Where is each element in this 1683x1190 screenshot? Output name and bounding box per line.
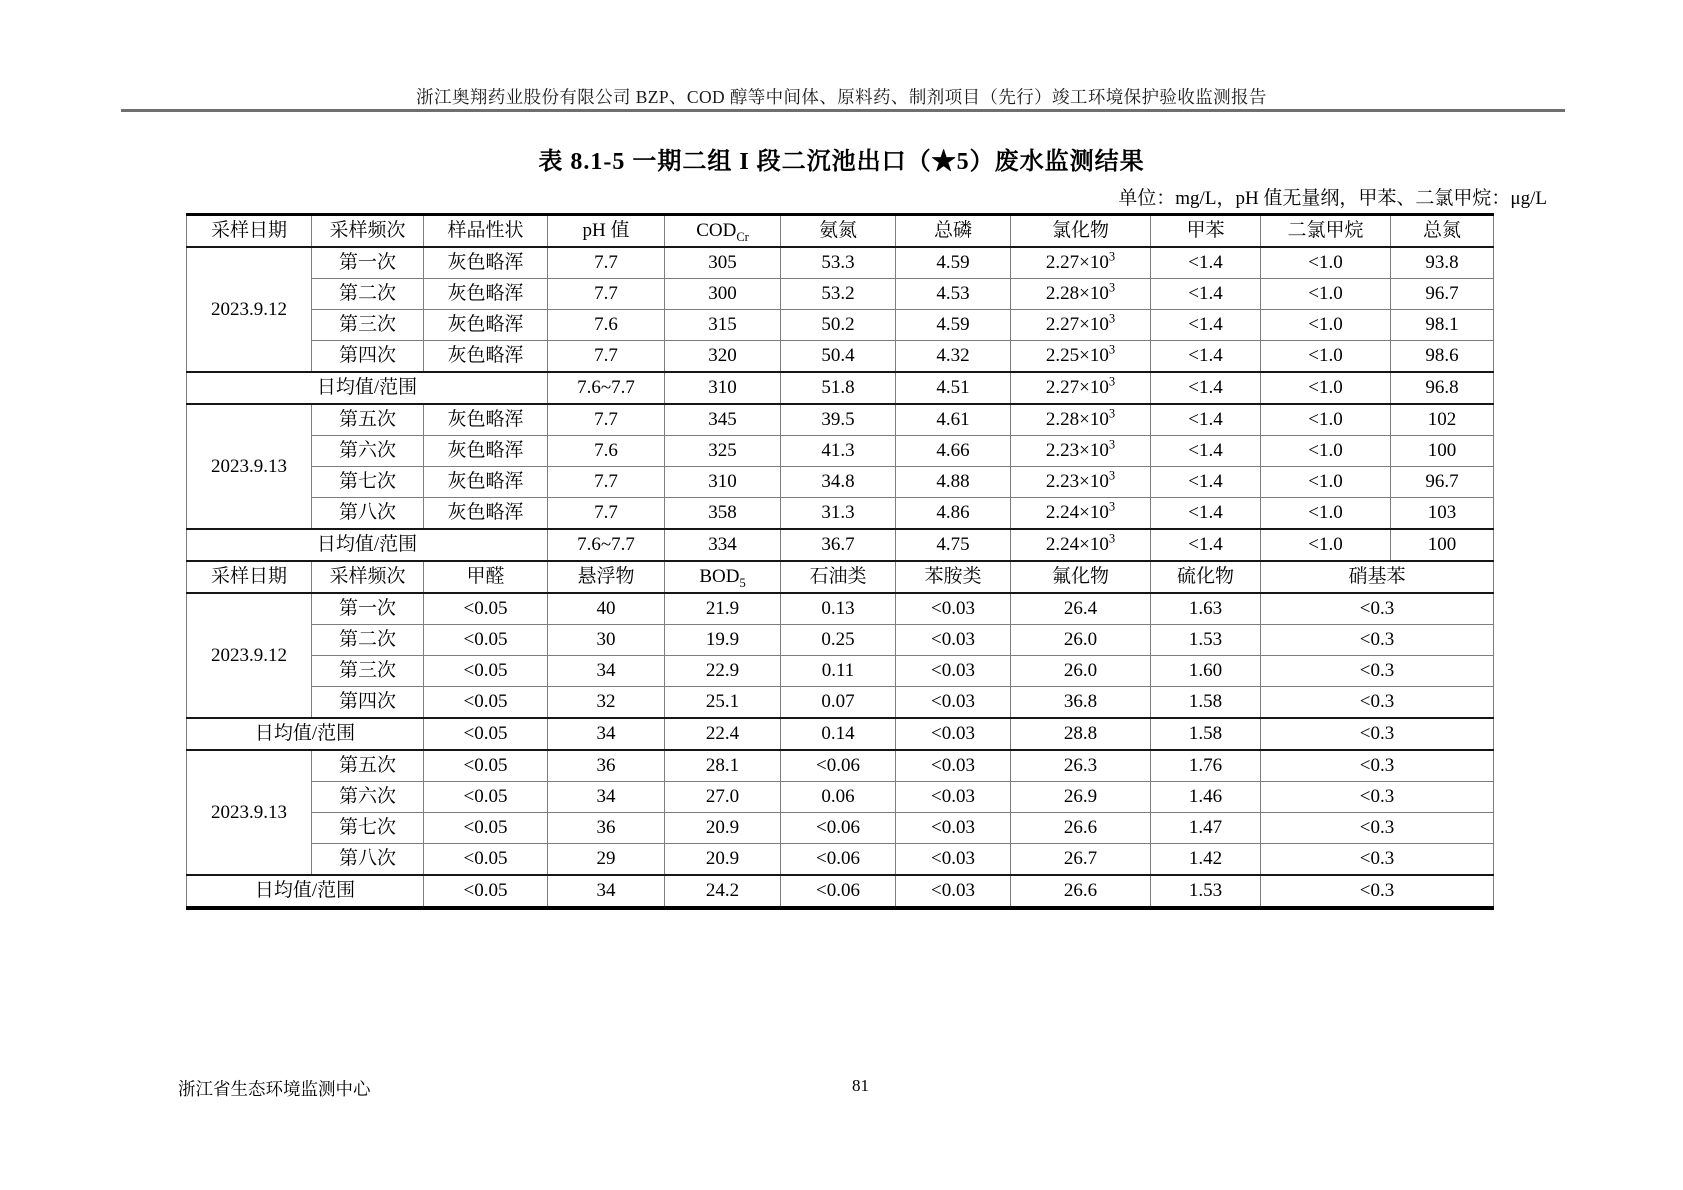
data-cell: 第二次: [312, 279, 424, 310]
column-header-cell: 样品性状: [424, 215, 548, 248]
data-cell: 358: [665, 498, 781, 530]
data-cell: <0.05: [424, 593, 548, 625]
data-cell: <1.0: [1261, 529, 1391, 561]
data-cell: 25.1: [665, 687, 781, 719]
table-row: [187, 436, 1494, 467]
data-cell: <0.03: [896, 687, 1011, 719]
data-cell: 0.25: [781, 625, 896, 656]
data-cell: 7.7: [548, 341, 665, 373]
data-cell: 36.7: [781, 529, 896, 561]
data-cell: 40: [548, 593, 665, 625]
data-cell: 第五次: [312, 750, 424, 782]
data-cell: 7.6: [548, 436, 665, 467]
data-cell: <1.0: [1261, 247, 1391, 279]
column-header-cell: 苯胺类: [896, 561, 1011, 593]
data-cell: 1.46: [1151, 782, 1261, 813]
data-cell: 2023.9.12: [187, 247, 312, 372]
table-row: [187, 844, 1494, 876]
data-cell: 日均值/范围: [187, 529, 548, 561]
table-row: [187, 310, 1494, 341]
data-cell: <0.05: [424, 844, 548, 876]
table-row: [187, 279, 1494, 310]
data-cell: 305: [665, 247, 781, 279]
column-header-cell: 氟化物: [1011, 561, 1151, 593]
data-cell: <1.4: [1151, 436, 1261, 467]
data-cell: 1.53: [1151, 875, 1261, 908]
data-cell: <0.3: [1261, 813, 1494, 844]
column-header-cell: 采样日期: [187, 561, 312, 593]
header-rule: [121, 109, 1565, 112]
data-cell: 1.76: [1151, 750, 1261, 782]
table-row: [187, 782, 1494, 813]
data-cell: 4.51: [896, 372, 1011, 404]
column-header-cell: 总氮: [1391, 215, 1494, 248]
data-cell: 53.3: [781, 247, 896, 279]
table-row: [187, 813, 1494, 844]
data-cell: 第七次: [312, 813, 424, 844]
data-cell: <1.0: [1261, 310, 1391, 341]
table-row: [187, 372, 1494, 404]
table-row: [187, 625, 1494, 656]
data-cell: 4.59: [896, 247, 1011, 279]
table-row: [187, 404, 1494, 436]
data-cell: 灰色略浑: [424, 279, 548, 310]
data-cell: 日均值/范围: [187, 718, 424, 750]
data-cell: 300: [665, 279, 781, 310]
data-cell: $2.28\times 10^3$: [1011, 279, 1151, 310]
data-cell: $2.23\times 10^3$: [1011, 436, 1151, 467]
data-cell: <0.05: [424, 875, 548, 908]
data-cell: <0.03: [896, 656, 1011, 687]
table-title: 表 8.1-5 一期二组 I 段二沉池出口（★5）废水监测结果: [538, 149, 1145, 175]
data-cell: 19.9: [665, 625, 781, 656]
data-cell: 26.3: [1011, 750, 1151, 782]
data-cell: <0.05: [424, 656, 548, 687]
data-cell: 1.63: [1151, 593, 1261, 625]
data-cell: <0.03: [896, 813, 1011, 844]
data-cell: <0.05: [424, 813, 548, 844]
data-cell: 34: [548, 782, 665, 813]
data-cell: 灰色略浑: [424, 436, 548, 467]
data-cell: 102: [1391, 404, 1494, 436]
data-cell: 98.6: [1391, 341, 1494, 373]
table-row: [187, 750, 1494, 782]
column-header-cell: 硫化物: [1151, 561, 1261, 593]
data-cell: <0.06: [781, 813, 896, 844]
data-cell: 灰色略浑: [424, 310, 548, 341]
column-header-cell: 采样频次: [312, 215, 424, 248]
data-cell: 26.9: [1011, 782, 1151, 813]
data-cell: <0.3: [1261, 718, 1494, 750]
data-cell: 98.1: [1391, 310, 1494, 341]
data-cell: <0.3: [1261, 625, 1494, 656]
data-cell: 日均值/范围: [187, 875, 424, 908]
data-cell: $2.24\times 10^3$: [1011, 498, 1151, 530]
data-cell: <0.03: [896, 844, 1011, 876]
data-cell: <1.4: [1151, 467, 1261, 498]
data-cell: 41.3: [781, 436, 896, 467]
data-cell: 26.0: [1011, 656, 1151, 687]
table-row: [187, 247, 1494, 279]
data-cell: 2023.9.12: [187, 593, 312, 718]
data-cell: $2.25\times 10^3$: [1011, 341, 1151, 373]
data-cell: 26.6: [1011, 875, 1151, 908]
table-row: [187, 718, 1494, 750]
data-cell: <0.03: [896, 750, 1011, 782]
data-cell: 4.59: [896, 310, 1011, 341]
data-cell: <1.0: [1261, 467, 1391, 498]
data-cell: 20.9: [665, 844, 781, 876]
data-cell: 灰色略浑: [424, 498, 548, 530]
data-cell: 1.58: [1151, 687, 1261, 719]
data-cell: 315: [665, 310, 781, 341]
unit-note: 单位：mg/L，pH 值无量纲，甲苯、二氯甲烷：μg/L: [1118, 188, 1547, 209]
data-cell: 39.5: [781, 404, 896, 436]
data-cell: $2.23\times 10^3$: [1011, 467, 1151, 498]
data-cell: 第二次: [312, 625, 424, 656]
data-cell: 第一次: [312, 247, 424, 279]
column-header-cell: $BOD_5$: [665, 561, 781, 593]
data-cell: 26.6: [1011, 813, 1151, 844]
data-cell: <1.0: [1261, 341, 1391, 373]
page-number: 81: [852, 1076, 869, 1095]
data-cell: <1.0: [1261, 372, 1391, 404]
data-cell: <1.4: [1151, 279, 1261, 310]
data-cell: 第八次: [312, 844, 424, 876]
data-cell: <0.3: [1261, 593, 1494, 625]
data-cell: 4.66: [896, 436, 1011, 467]
data-cell: 31.3: [781, 498, 896, 530]
data-cell: 7.7: [548, 279, 665, 310]
data-cell: <0.3: [1261, 875, 1494, 908]
data-cell: 100: [1391, 529, 1494, 561]
data-cell: 26.0: [1011, 625, 1151, 656]
data-cell: 30: [548, 625, 665, 656]
data-cell: 0.11: [781, 656, 896, 687]
data-cell: 51.8: [781, 372, 896, 404]
data-cell: <1.0: [1261, 498, 1391, 530]
data-cell: 1.60: [1151, 656, 1261, 687]
data-cell: 1.42: [1151, 844, 1261, 876]
data-cell: 7.6~7.7: [548, 372, 665, 404]
data-cell: 34: [548, 718, 665, 750]
data-cell: 36: [548, 813, 665, 844]
data-cell: <0.05: [424, 625, 548, 656]
column-header-cell: 氨氮: [781, 215, 896, 248]
column-header-cell: 总磷: [896, 215, 1011, 248]
data-cell: 7.7: [548, 404, 665, 436]
data-cell: 27.0: [665, 782, 781, 813]
data-cell: 1.53: [1151, 625, 1261, 656]
data-cell: <1.4: [1151, 310, 1261, 341]
data-cell: 4.86: [896, 498, 1011, 530]
data-cell: <1.0: [1261, 279, 1391, 310]
data-cell: 29: [548, 844, 665, 876]
data-cell: 灰色略浑: [424, 247, 548, 279]
table-row: [187, 467, 1494, 498]
data-cell: 22.4: [665, 718, 781, 750]
data-cell: 第六次: [312, 436, 424, 467]
data-cell: $2.24\times 10^3$: [1011, 529, 1151, 561]
data-cell: 1.47: [1151, 813, 1261, 844]
column-header-cell: 氯化物: [1011, 215, 1151, 248]
data-cell: 灰色略浑: [424, 467, 548, 498]
data-cell: <0.3: [1261, 750, 1494, 782]
table-row: [187, 593, 1494, 625]
data-cell: <1.4: [1151, 372, 1261, 404]
data-cell: <1.0: [1261, 404, 1391, 436]
data-cell: 34: [548, 875, 665, 908]
data-cell: <0.03: [896, 782, 1011, 813]
table-row: [187, 875, 1494, 908]
data-cell: 325: [665, 436, 781, 467]
data-cell: 2023.9.13: [187, 404, 312, 529]
column-header-cell: 采样日期: [187, 215, 312, 248]
column-header-cell: $COD_{Cr}$: [665, 215, 781, 248]
data-cell: <0.03: [896, 718, 1011, 750]
column-header-cell: 硝基苯: [1261, 561, 1494, 593]
data-cell: <0.3: [1261, 656, 1494, 687]
data-cell: 第四次: [312, 687, 424, 719]
column-header-cell: 石油类: [781, 561, 896, 593]
data-cell: 20.9: [665, 813, 781, 844]
data-cell: <1.4: [1151, 341, 1261, 373]
data-cell: 第一次: [312, 593, 424, 625]
monitor-table: [186, 213, 1494, 910]
data-cell: 7.7: [548, 498, 665, 530]
data-cell: 310: [665, 467, 781, 498]
data-cell: 34: [548, 656, 665, 687]
data-cell: <1.4: [1151, 498, 1261, 530]
data-cell: 36.8: [1011, 687, 1151, 719]
data-cell: 103: [1391, 498, 1494, 530]
column-header-cell: 二氯甲烷: [1261, 215, 1391, 248]
data-cell: 0.14: [781, 718, 896, 750]
data-cell: <1.0: [1261, 436, 1391, 467]
data-cell: 21.9: [665, 593, 781, 625]
column-header-cell: 甲苯: [1151, 215, 1261, 248]
data-cell: 2023.9.13: [187, 750, 312, 875]
data-cell: <0.05: [424, 687, 548, 719]
data-cell: 93.8: [1391, 247, 1494, 279]
column-header-cell: 悬浮物: [548, 561, 665, 593]
data-cell: 4.61: [896, 404, 1011, 436]
data-cell: <0.06: [781, 875, 896, 908]
data-cell: 50.2: [781, 310, 896, 341]
data-cell: 第三次: [312, 310, 424, 341]
data-cell: <0.03: [896, 875, 1011, 908]
data-cell: 96.7: [1391, 467, 1494, 498]
data-cell: $2.28\times 10^3$: [1011, 404, 1151, 436]
data-cell: 24.2: [665, 875, 781, 908]
footer-organization: 浙江省生态环境监测中心: [178, 1079, 371, 1099]
data-cell: <1.4: [1151, 247, 1261, 279]
data-cell: <1.4: [1151, 404, 1261, 436]
document-header-text: 浙江奥翔药业股份有限公司 BZP、COD 醇等中间体、原料药、制剂项目（先行）竣工环境保护验收监测报告: [416, 87, 1267, 107]
table-row: [187, 687, 1494, 719]
data-cell: 26.7: [1011, 844, 1151, 876]
data-cell: 34.8: [781, 467, 896, 498]
data-cell: 4.75: [896, 529, 1011, 561]
data-cell: <0.3: [1261, 687, 1494, 719]
data-cell: <0.05: [424, 782, 548, 813]
data-cell: $2.27\times 10^3$: [1011, 247, 1151, 279]
data-cell: 第五次: [312, 404, 424, 436]
data-cell: 7.6~7.7: [548, 529, 665, 561]
data-cell: 4.53: [896, 279, 1011, 310]
data-cell: 1.58: [1151, 718, 1261, 750]
data-cell: 4.32: [896, 341, 1011, 373]
data-cell: $2.27\times 10^3$: [1011, 310, 1151, 341]
data-cell: 28.8: [1011, 718, 1151, 750]
data-cell: 7.7: [548, 247, 665, 279]
data-cell: 灰色略浑: [424, 404, 548, 436]
data-cell: 第四次: [312, 341, 424, 373]
data-cell: 7.7: [548, 467, 665, 498]
data-cell: 4.88: [896, 467, 1011, 498]
data-cell: 0.13: [781, 593, 896, 625]
data-cell: <0.03: [896, 593, 1011, 625]
data-cell: <0.05: [424, 718, 548, 750]
data-cell: 96.7: [1391, 279, 1494, 310]
monitor-table-body: [187, 215, 1494, 909]
data-cell: <1.4: [1151, 529, 1261, 561]
data-cell: 334: [665, 529, 781, 561]
table-row: [187, 498, 1494, 530]
data-cell: 50.4: [781, 341, 896, 373]
data-cell: 0.06: [781, 782, 896, 813]
data-cell: 345: [665, 404, 781, 436]
data-cell: 第六次: [312, 782, 424, 813]
table-row: [187, 656, 1494, 687]
data-cell: 0.07: [781, 687, 896, 719]
data-cell: 第七次: [312, 467, 424, 498]
data-cell: 96.8: [1391, 372, 1494, 404]
data-cell: 日均值/范围: [187, 372, 548, 404]
data-cell: 100: [1391, 436, 1494, 467]
data-cell: 第三次: [312, 656, 424, 687]
data-cell: 320: [665, 341, 781, 373]
table-header-row: [187, 215, 1494, 248]
data-cell: 26.4: [1011, 593, 1151, 625]
data-cell: 7.6: [548, 310, 665, 341]
data-cell: <0.06: [781, 844, 896, 876]
data-cell: <0.03: [896, 625, 1011, 656]
column-header-cell: pH 值: [548, 215, 665, 248]
data-cell: 第八次: [312, 498, 424, 530]
data-cell: <0.05: [424, 750, 548, 782]
column-header-cell: 采样频次: [312, 561, 424, 593]
data-cell: 灰色略浑: [424, 341, 548, 373]
data-cell: 53.2: [781, 279, 896, 310]
data-cell: 28.1: [665, 750, 781, 782]
column-header-cell: 甲醛: [424, 561, 548, 593]
data-cell: 36: [548, 750, 665, 782]
data-cell: 32: [548, 687, 665, 719]
table-header-row: [187, 561, 1494, 593]
data-cell: $2.27\times 10^3$: [1011, 372, 1151, 404]
data-cell: <0.3: [1261, 844, 1494, 876]
data-cell: <0.3: [1261, 782, 1494, 813]
data-cell: <0.06: [781, 750, 896, 782]
data-cell: 22.9: [665, 656, 781, 687]
data-cell: 310: [665, 372, 781, 404]
table-row: [187, 341, 1494, 373]
table-row: [187, 529, 1494, 561]
